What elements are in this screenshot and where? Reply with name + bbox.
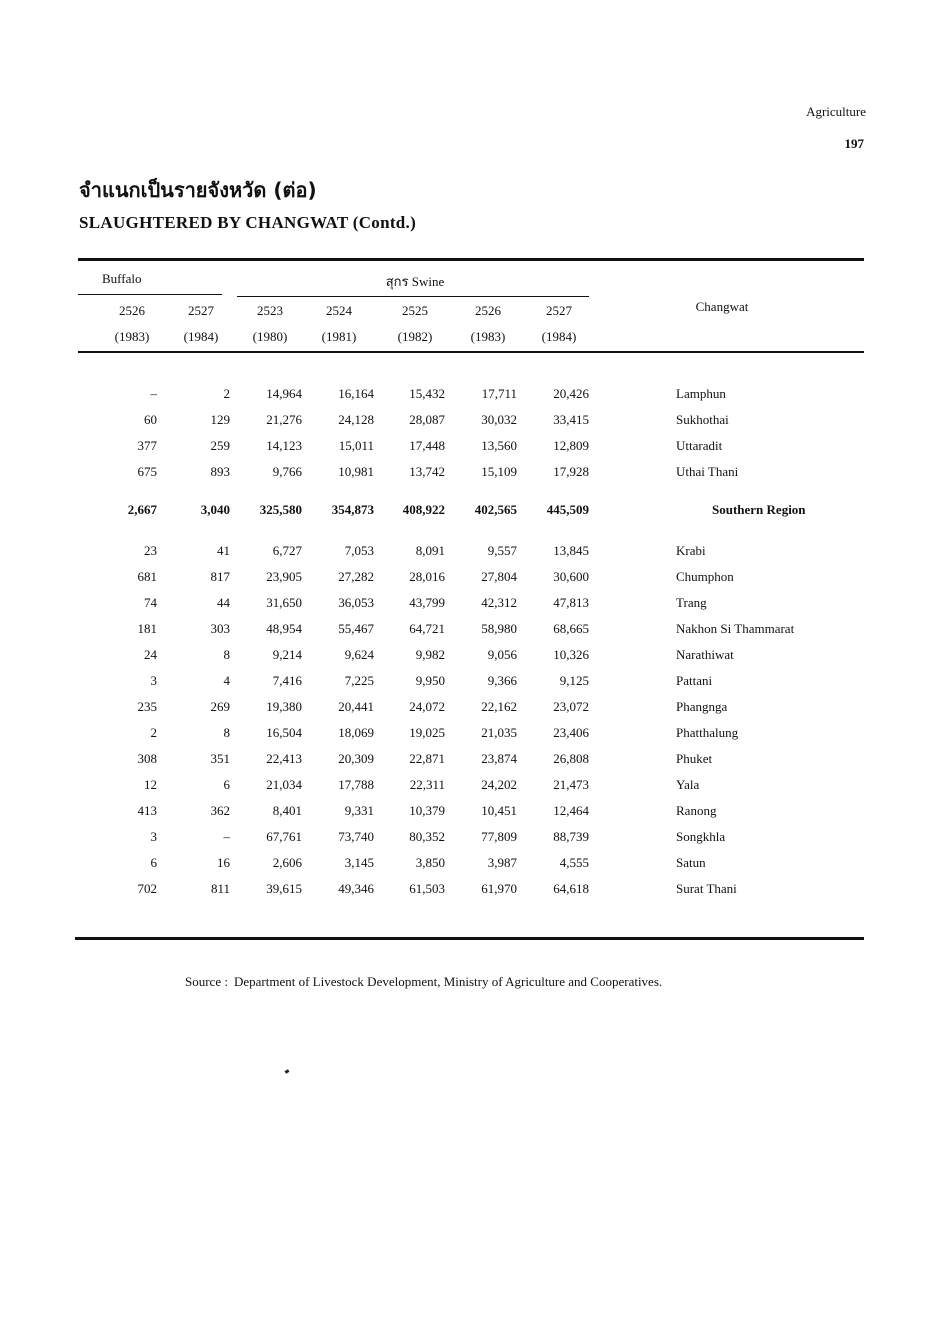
table-cell: 351 [210, 751, 230, 766]
table-cell: 15,109 [481, 464, 517, 479]
table-cell: 681 [137, 569, 157, 584]
changwat-name: Uttaradit [676, 438, 723, 453]
table-cell: 73,740 [338, 829, 374, 844]
table-cell: 6,727 [272, 543, 302, 558]
table-cell: 58,980 [481, 621, 517, 636]
table-cell: 9,557 [487, 543, 517, 558]
table-cell: 445,509 [546, 502, 589, 517]
table-cell: 10,379 [409, 803, 445, 818]
year-be-header: 2526 [119, 303, 145, 318]
table-cell: 8 [223, 647, 230, 662]
changwat-name: Phuket [676, 751, 713, 766]
table-cell: 4 [223, 673, 230, 688]
table-cell: 20,309 [338, 751, 374, 766]
table-cell: 2,667 [127, 502, 157, 517]
table-cell: 3 [150, 829, 157, 844]
table-cell: 15,011 [338, 438, 374, 453]
table-cell: 74 [144, 595, 157, 610]
table-cell: 2 [223, 386, 230, 401]
source-text: Department of Livestock Development, Ministry of Agriculture and Cooperatives. [233, 974, 663, 989]
table-cell: 19,025 [409, 725, 445, 740]
changwat-name: Pattani [676, 673, 713, 688]
page-number: 197 [844, 136, 864, 151]
table-cell: 408,922 [402, 502, 445, 517]
table-cell: 129 [210, 412, 230, 427]
table-cell: 8 [223, 725, 230, 740]
table-cell: 402,565 [474, 502, 517, 517]
table-cell: 17,711 [481, 386, 517, 401]
table-cell: 14,964 [266, 386, 302, 401]
header-bottom-rule [78, 351, 864, 353]
table-cell: 26,808 [553, 751, 589, 766]
table-cell: 16,504 [266, 725, 302, 740]
table-cell: 24,128 [338, 412, 374, 427]
table-cell: 9,056 [487, 647, 517, 662]
table-cell: 30,032 [481, 412, 517, 427]
table-cell: 377 [137, 438, 157, 453]
table-cell: 3,850 [415, 855, 445, 870]
changwat-name: Surat Thani [676, 881, 737, 896]
table-cell: 811 [210, 881, 230, 896]
table-cell: 235 [137, 699, 157, 714]
table-cell: 22,311 [409, 777, 445, 792]
table-cell: 31,650 [266, 595, 302, 610]
table-cell: 9,624 [344, 647, 374, 662]
table-cell: 14,123 [266, 438, 302, 453]
table-cell: 61,503 [409, 881, 445, 896]
table-cell: 2,606 [272, 855, 302, 870]
table-cell: 55,467 [338, 621, 374, 636]
changwat-name: Sukhothai [676, 412, 729, 427]
changwat-name: Lamphun [676, 386, 726, 401]
table-cell: 17,928 [553, 464, 589, 479]
table-cell: 13,560 [481, 438, 517, 453]
table-cell: 362 [210, 803, 230, 818]
table-cell: 64,618 [553, 881, 589, 896]
year-ad-header: (1981) [321, 329, 357, 344]
table-cell: 9,331 [344, 803, 374, 818]
table-cell: 181 [137, 621, 157, 636]
changwat-name: Phatthalung [676, 725, 739, 740]
table-title-thai: จำแนกเป็นรายจังหวัด (ต่อ) [79, 178, 317, 202]
table-cell: 13,742 [409, 464, 445, 479]
table-cell: 16,164 [338, 386, 374, 401]
table-bottom-rule [75, 937, 864, 940]
changwat-header: Changwat [695, 299, 749, 314]
year-ad-header: (1984) [183, 329, 219, 344]
table-cell: 16 [217, 855, 230, 870]
table-cell: 21,473 [553, 777, 589, 792]
table-cell: 3 [150, 673, 157, 688]
table-cell: 3,145 [344, 855, 374, 870]
year-ad-header: (1983) [470, 329, 506, 344]
table-cell: 3,040 [200, 502, 230, 517]
table-cell: 10,326 [553, 647, 589, 662]
year-be-header: 2525 [402, 303, 428, 318]
table-cell: 259 [210, 438, 230, 453]
table-cell: 7,053 [344, 543, 374, 558]
source-note [185, 974, 662, 990]
region-label: Southern Region [712, 502, 806, 517]
table-cell: 702 [137, 881, 157, 896]
table-cell: 2 [150, 725, 157, 740]
table-cell: 22,413 [266, 751, 302, 766]
year-be-header: 2524 [326, 303, 352, 318]
table-cell: 9,125 [559, 673, 589, 688]
table-cell: 24 [144, 647, 157, 662]
table-cell: 817 [210, 569, 230, 584]
buffalo-group-header: Buffalo [102, 271, 142, 286]
table-cell: 22,162 [481, 699, 517, 714]
table-cell: 23 [144, 543, 157, 558]
table-cell: 9,950 [415, 673, 445, 688]
table-cell: 13,845 [553, 543, 589, 558]
table-cell: 675 [137, 464, 157, 479]
table-cell: 43,799 [409, 595, 445, 610]
table-cell: 15,432 [409, 386, 445, 401]
changwat-name: Songkhla [676, 829, 726, 844]
year-be-header: 2527 [546, 303, 572, 318]
table-cell: 61,970 [481, 881, 517, 896]
table-cell: 8,401 [272, 803, 302, 818]
changwat-name: Phangnga [676, 699, 728, 714]
table-cell: 20,441 [338, 699, 374, 714]
table-cell: – [150, 386, 157, 401]
table-cell: 64,721 [409, 621, 445, 636]
table-cell: 12,809 [553, 438, 589, 453]
table-cell: 30,600 [553, 569, 589, 584]
table-title-english: SLAUGHTERED BY CHANGWAT (Contd.) [79, 213, 417, 232]
year-be-header: 2523 [257, 303, 283, 318]
table-cell: 22,871 [409, 751, 445, 766]
table-cell: – [223, 829, 230, 844]
table-cell: 3,987 [487, 855, 517, 870]
table-cell: 23,905 [266, 569, 302, 584]
year-ad-header: (1980) [252, 329, 288, 344]
year-ad-header: (1982) [397, 329, 433, 344]
table-cell: 24,072 [409, 699, 445, 714]
table-cell: 10,981 [338, 464, 374, 479]
table-cell: 10,451 [481, 803, 517, 818]
table-cell: 9,766 [272, 464, 302, 479]
table-cell: 893 [210, 464, 230, 479]
table-cell: 23,406 [553, 725, 589, 740]
changwat-name: Uthai Thani [676, 464, 739, 479]
table-cell: 27,804 [481, 569, 517, 584]
table-cell: 12 [144, 777, 157, 792]
table-cell: 325,580 [259, 502, 302, 517]
table-cell: 9,982 [415, 647, 445, 662]
changwat-name: Narathiwat [676, 647, 734, 662]
table-cell: 354,873 [331, 502, 374, 517]
table-cell: 23,874 [481, 751, 517, 766]
table-cell: 41 [217, 543, 230, 558]
table-cell: 413 [137, 803, 157, 818]
table-cell: 4,555 [559, 855, 589, 870]
table-cell: 303 [210, 621, 230, 636]
table-cell: 20,426 [553, 386, 589, 401]
year-be-header: 2526 [475, 303, 501, 318]
swine-group-header: สุกร Swine [385, 274, 445, 289]
table-cell: 7,416 [272, 673, 302, 688]
table-cell: 67,761 [266, 829, 302, 844]
table-cell: 77,809 [481, 829, 517, 844]
table-top-rule [78, 258, 864, 261]
table-cell: 42,312 [481, 595, 517, 610]
table-cell: 21,276 [266, 412, 302, 427]
table-cell: 23,072 [553, 699, 589, 714]
stray-mark [285, 1069, 290, 1074]
table-cell: 19,380 [266, 699, 302, 714]
table-cell: 6 [223, 777, 230, 792]
year-be-header: 2527 [188, 303, 214, 318]
source-label: Source : [185, 974, 228, 989]
table-cell: 88,739 [553, 829, 589, 844]
changwat-name: Chumphon [676, 569, 734, 584]
table-cell: 21,034 [266, 777, 302, 792]
year-ad-header: (1983) [114, 329, 150, 344]
swine-group-rule [237, 296, 589, 297]
table-cell: 28,016 [409, 569, 445, 584]
table-cell: 49,346 [338, 881, 374, 896]
table-cell: 48,954 [266, 621, 302, 636]
table-cell: 60 [144, 412, 157, 427]
table-cell: 9,366 [487, 673, 517, 688]
table-cell: 33,415 [553, 412, 589, 427]
table-cell: 24,202 [481, 777, 517, 792]
table-cell: 36,053 [338, 595, 374, 610]
table-cell: 44 [217, 595, 230, 610]
table-cell: 308 [137, 751, 157, 766]
section-header: Agriculture [806, 104, 866, 119]
table-cell: 17,788 [338, 777, 374, 792]
table-cell: 12,464 [553, 803, 589, 818]
table-cell: 80,352 [409, 829, 445, 844]
table-cell: 7,225 [344, 673, 374, 688]
table-cell: 269 [210, 699, 230, 714]
changwat-name: Yala [676, 777, 700, 792]
table-cell: 6 [150, 855, 157, 870]
table-cell: 27,282 [338, 569, 374, 584]
year-ad-header: (1984) [541, 329, 577, 344]
changwat-name: Satun [676, 855, 706, 870]
table-cell: 28,087 [409, 412, 445, 427]
table-cell: 18,069 [338, 725, 374, 740]
table-cell: 68,665 [553, 621, 589, 636]
table-cell: 47,813 [553, 595, 589, 610]
table-cell: 17,448 [409, 438, 445, 453]
table-cell: 39,615 [266, 881, 302, 896]
table-cell: 21,035 [481, 725, 517, 740]
table-cell: 8,091 [415, 543, 445, 558]
changwat-name: Ranong [676, 803, 717, 818]
changwat-name: Nakhon Si Thammarat [676, 621, 795, 636]
changwat-name: Trang [676, 595, 707, 610]
buffalo-group-rule [78, 294, 222, 295]
table-cell: 9,214 [272, 647, 302, 662]
changwat-name: Krabi [676, 543, 706, 558]
